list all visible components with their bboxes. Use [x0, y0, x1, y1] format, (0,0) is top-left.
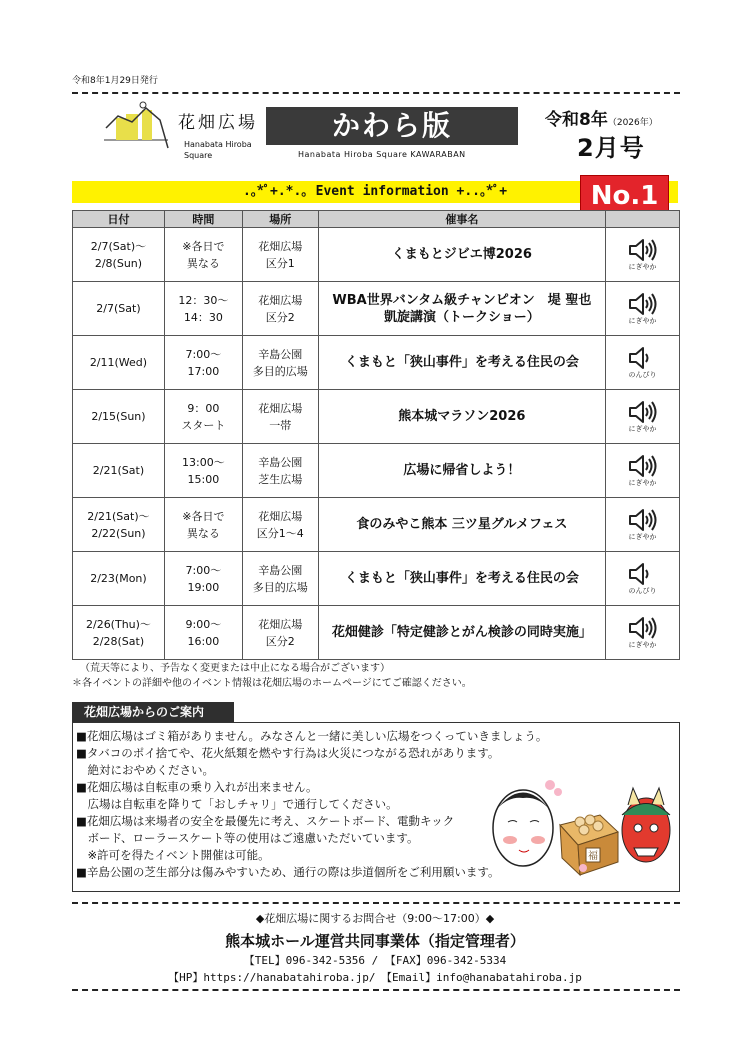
- cell-place: [242, 498, 318, 552]
- footer-divider-bottom: [72, 989, 680, 991]
- cell-event-name: [318, 552, 605, 606]
- volume-label: にぎやか: [628, 425, 657, 433]
- cell-date-line: 2/15(Sun): [91, 410, 146, 423]
- issue-date: 令和8年1月29日発行: [72, 76, 158, 86]
- event-info-banner: .｡*ﾟ+.*.｡ Event information +..｡*ﾟ+: [72, 181, 678, 203]
- cell-date: [73, 606, 165, 660]
- cell-date-line: 2/22(Sun): [91, 526, 146, 540]
- cell-time-line: ※各日で: [182, 239, 225, 253]
- cell-date-line: 2/21(Sat)～: [87, 509, 150, 523]
- cell-place-line: 区分1: [265, 256, 295, 270]
- speaker-loud-icon: [627, 507, 659, 533]
- speaker-quiet-icon: [627, 345, 659, 371]
- cell-time-line: 19:00: [187, 580, 220, 594]
- cell-time-line: 9:00～: [185, 617, 222, 631]
- cell-event-name-line: くまもと「狭山事件」を考える住民の会: [344, 571, 579, 586]
- cell-date: [73, 444, 165, 498]
- contact-phone-fax: 【TEL】096-342-5356 / 【FAX】096-342-5334: [243, 954, 507, 967]
- cell-event-name-line: 凱旋講演（トークショー）: [383, 309, 540, 325]
- cell-place: [242, 228, 318, 282]
- cell-event-name: [318, 498, 605, 552]
- cell-date-line: 2/23(Mon): [90, 572, 147, 585]
- cell-time-line: 15:00: [187, 472, 220, 486]
- cell-time-line: 9：00: [187, 401, 220, 415]
- cell-place-line: 多目的広場: [252, 580, 308, 594]
- cell-date-line: 2/7(Sat)～: [90, 239, 147, 253]
- contact-heading: ◆花畑広場に関するお問合せ（9:00～17:00）◆: [255, 912, 495, 925]
- cell-date-line: 2/26(Thu)～: [85, 617, 151, 631]
- cell-event-name-line: くまもと「狭山事件」を考える住民の会: [344, 355, 579, 370]
- cell-place-line: 辛島公園: [258, 347, 303, 361]
- cell-place-line: 芝生広場: [258, 472, 303, 486]
- cell-date-line: 2/8(Sun): [94, 256, 143, 270]
- cell-volume: [606, 444, 680, 498]
- cell-volume: [606, 606, 680, 660]
- table-row: [73, 444, 680, 498]
- cell-date-line: 2/28(Sat): [92, 634, 145, 648]
- volume-label: にぎやか: [628, 479, 657, 487]
- footer-divider-top: [72, 902, 680, 904]
- logo-subtitle: [184, 139, 252, 161]
- issue-month: 2月号: [577, 134, 645, 162]
- volume-label: のんびり: [628, 587, 657, 595]
- cell-time-line: 異なる: [186, 526, 220, 540]
- speaker-loud-icon: [627, 237, 659, 263]
- guide-item: 絶対におやめください。: [76, 763, 214, 777]
- logo-icon: [98, 100, 173, 150]
- cell-event-name-line: くまもとジビエ博2026: [391, 247, 532, 262]
- cell-time-line: 7:00～: [185, 347, 222, 361]
- guide-item: ■タバコのポイ捨てや、花火紙類を燃やす行為は火災につながる恐れがあります。: [76, 746, 500, 760]
- cell-time-line: 12：30～: [178, 293, 229, 307]
- cell-time-line: 16:00: [187, 634, 220, 648]
- table-row: [73, 336, 680, 390]
- cell-time: [164, 336, 242, 390]
- cell-date: [73, 498, 165, 552]
- cell-event-name: [318, 336, 605, 390]
- svg-text:福: 福: [588, 851, 598, 862]
- cell-time: [164, 498, 242, 552]
- cell-event-name: [318, 444, 605, 498]
- volume-label: のんびり: [628, 371, 657, 379]
- guide-item: ■辛島公園の芝生部分は傷みやすいため、通行の際は歩道個所をご利用願います。: [76, 865, 500, 879]
- organization-name: 熊本城ホール運営共同事業体（指定管理者）: [225, 932, 525, 950]
- guide-item: ■花畑広場は自転車の乗り入れが出来ません。: [76, 780, 318, 794]
- cell-time-line: 異なる: [186, 256, 220, 270]
- cell-place-line: 辛島公園: [258, 563, 303, 577]
- guide-tab: 花畑広場からのご案内: [72, 702, 234, 722]
- table-row: [73, 498, 680, 552]
- era-text: 令和8年: [545, 110, 608, 130]
- cell-date-line: 2/7(Sat): [96, 302, 141, 315]
- cell-place-line: 区分2: [265, 634, 295, 648]
- cell-place-line: 花畑広場: [258, 401, 303, 415]
- cell-event-name: [318, 606, 605, 660]
- cell-time-line: 17:00: [187, 364, 220, 378]
- cell-event-name: [318, 282, 605, 336]
- speaker-loud-icon: [627, 399, 659, 425]
- cell-place-line: 区分1～4: [256, 526, 304, 540]
- cell-date-line: 2/11(Wed): [89, 356, 148, 369]
- speaker-loud-icon: [627, 615, 659, 641]
- volume-label: にぎやか: [628, 533, 657, 541]
- cell-event-name-line: 広場に帰省しよう！: [403, 463, 521, 478]
- cell-time-line: 7:00～: [185, 563, 222, 577]
- volume-label: にぎやか: [628, 641, 657, 649]
- notice-details: ＊各イベントの詳細や他のイベント情報は花畑広場のホームページにてご確認ください。: [72, 678, 472, 689]
- cell-date: [73, 282, 165, 336]
- cell-place-line: 辛島公園: [258, 455, 303, 469]
- cell-place-line: 花畑広場: [258, 617, 303, 631]
- guide-item: ■花畑広場はゴミ箱がありません。みなさんと一緒に美しい広場をつくっていきましょう。: [76, 729, 548, 743]
- cell-time: [164, 444, 242, 498]
- cell-event-name-line: 熊本城マラソン2026: [398, 409, 526, 424]
- guide-item: 広場は自転車を降りて「おしチャリ」で通行してください。: [76, 797, 398, 811]
- volume-label: にぎやか: [628, 317, 657, 325]
- cell-place: [242, 390, 318, 444]
- cell-time-line: ※各日で: [182, 509, 225, 523]
- cell-volume: [606, 336, 680, 390]
- cell-date: [73, 390, 165, 444]
- setsubun-illustration-icon: [488, 770, 673, 880]
- cell-event-name: [318, 228, 605, 282]
- top-divider: [72, 92, 680, 94]
- cell-event-name-line: WBA世界バンタム級チャンピオン 堤 聖也: [332, 292, 592, 308]
- cell-place: [242, 282, 318, 336]
- logo-sub-line-1: Hanabata Hiroba: [184, 140, 252, 149]
- issue-era: [545, 105, 658, 130]
- header-event: 催事名: [318, 211, 605, 228]
- guide-item: ■花畑広場は来場者の安全を最優先に考え、スケートボード、電動キック: [76, 814, 455, 828]
- cell-place-line: 多目的広場: [252, 364, 308, 378]
- table-row: [73, 228, 680, 282]
- issue-number-badge: No.1: [580, 175, 669, 215]
- cell-date: [73, 228, 165, 282]
- header-date: 日付: [73, 211, 165, 228]
- cell-volume: [606, 498, 680, 552]
- volume-label: にぎやか: [628, 263, 657, 271]
- cell-date: [73, 552, 165, 606]
- table-row: [73, 552, 680, 606]
- cell-volume: [606, 282, 680, 336]
- cell-place: [242, 444, 318, 498]
- cell-time: [164, 228, 242, 282]
- cell-time-line: スタート: [181, 418, 226, 432]
- header-volume: [606, 211, 680, 228]
- logo-sub-line-2: Square: [184, 151, 213, 160]
- table-row: [73, 282, 680, 336]
- cell-place: [242, 552, 318, 606]
- guide-item: ※許可を得たイベント開催は可能。: [76, 848, 270, 862]
- cell-place-line: 花畑広場: [258, 509, 303, 523]
- event-table: [72, 210, 680, 660]
- cell-volume: [606, 552, 680, 606]
- header-place: 場所: [242, 211, 318, 228]
- cell-place: [242, 606, 318, 660]
- cell-date-line: 2/21(Sat): [92, 464, 145, 477]
- cell-place: [242, 336, 318, 390]
- guide-item: ボード、ローラースケート等の使用はご遠慮いただいています。: [76, 831, 419, 845]
- speaker-loud-icon: [627, 453, 659, 479]
- header-time: 時間: [164, 211, 242, 228]
- cell-event-name-line: 花畑健診「特定健診とがん検診の同時実施」: [331, 625, 592, 640]
- cell-place-line: 花畑広場: [258, 239, 303, 253]
- newsletter-subtitle: Hanabata Hiroba Square KAWARABAN: [298, 150, 466, 159]
- cell-time-line: 13:00～: [182, 455, 225, 469]
- cell-volume: [606, 390, 680, 444]
- table-header-row: [73, 211, 680, 228]
- era-year: （2026年）: [607, 118, 658, 128]
- table-row: [73, 390, 680, 444]
- cell-event-name: [318, 390, 605, 444]
- cell-time: [164, 606, 242, 660]
- cell-place-line: 一帯: [269, 418, 292, 432]
- cell-place-line: 区分2: [265, 310, 295, 324]
- cell-place-line: 花畑広場: [258, 293, 303, 307]
- notice-weather: （荒天等により、予告なく変更または中止になる場合がございます）: [80, 663, 390, 674]
- cell-date: [73, 336, 165, 390]
- logo-text: 花畑広場: [178, 113, 258, 133]
- newsletter-title: かわら版: [266, 107, 518, 145]
- speaker-quiet-icon: [627, 561, 659, 587]
- table-row: [73, 606, 680, 660]
- cell-time-line: 14：30: [183, 310, 223, 324]
- cell-time: [164, 390, 242, 444]
- contact-web-email[interactable]: 【HP】https://hanabatahiroba.jp/ 【Email】info@hanabatahiroba.jp: [168, 971, 582, 984]
- cell-event-name-line: 食のみやこ熊本 三ツ星グルメフェス: [356, 517, 568, 532]
- cell-time: [164, 552, 242, 606]
- speaker-loud-icon: [627, 291, 659, 317]
- cell-time: [164, 282, 242, 336]
- cell-volume: [606, 228, 680, 282]
